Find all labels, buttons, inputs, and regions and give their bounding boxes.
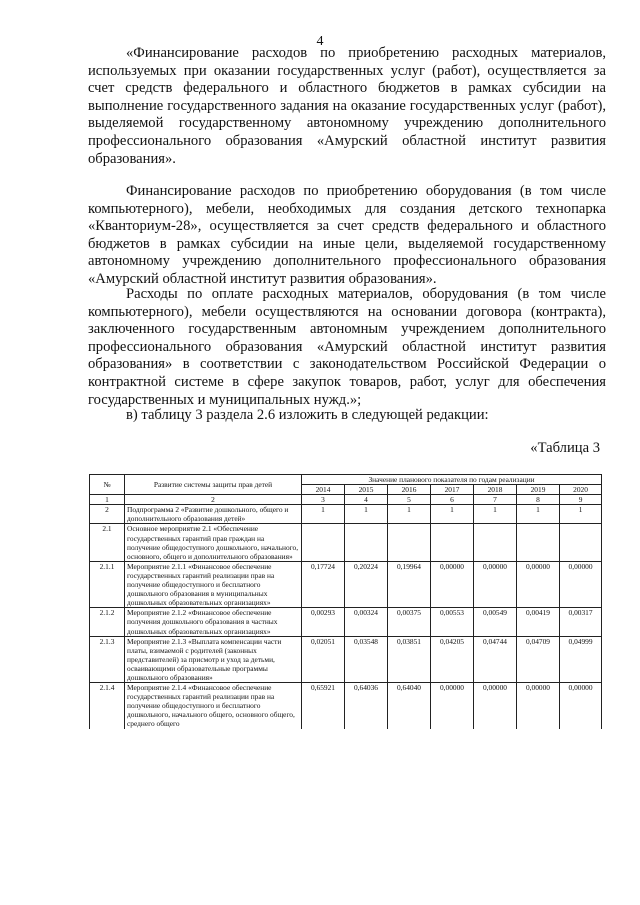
row-value: 0,04999: [560, 636, 602, 682]
row-value: 1: [388, 505, 431, 524]
table-row: [90, 524, 602, 561]
row-description: Основное мероприятие 2.1 «Обеспечение государственных гарантий прав граждан на получение общедоступного дошкольного, начального, основного, общего и дополнительного образования»: [125, 524, 302, 561]
row-value: [517, 524, 560, 561]
column-number: 6: [431, 495, 474, 505]
column-number: 9: [560, 495, 602, 505]
column-number: 7: [474, 495, 517, 505]
row-value: 0,00317: [560, 608, 602, 636]
row-value: [345, 524, 388, 561]
row-value: 0,00293: [302, 608, 345, 636]
header-year: 2014: [302, 485, 345, 495]
row-value: 1: [474, 505, 517, 524]
row-value: 0,19964: [388, 561, 431, 607]
table-row: [90, 505, 602, 524]
column-number: 4: [345, 495, 388, 505]
row-value: [560, 524, 602, 561]
column-number: 1: [90, 495, 125, 505]
header-year: 2015: [345, 485, 388, 495]
row-value: 0,65921: [302, 683, 345, 729]
row-value: 0,20224: [345, 561, 388, 607]
column-number: 5: [388, 495, 431, 505]
row-value: 0,00000: [474, 561, 517, 607]
row-value: 1: [431, 505, 474, 524]
row-value: 0,04205: [431, 636, 474, 682]
row-value: 0,17724: [302, 561, 345, 607]
row-value: 0,00324: [345, 608, 388, 636]
row-value: 0,64040: [388, 683, 431, 729]
header-year: 2016: [388, 485, 431, 495]
row-value: 0,00549: [474, 608, 517, 636]
row-description: Мероприятие 2.1.4 «Финансовое обеспечение государственных гарантий реализации прав на получение общедоступного и бесплатного дошкольного, начального общего, основного общего, среднего общего: [125, 683, 302, 729]
table-column-numbers-row: [90, 495, 602, 505]
page-number: 4: [316, 34, 324, 49]
row-description: Мероприятие 2.1.1 «Финансовое обеспечение государственных гарантий реализации прав на получение общедоступного и бесплатного дошкольного образования в муниципальных дошкольных образовательных организациях»: [125, 561, 302, 607]
row-value: 0,00000: [431, 683, 474, 729]
paragraph-3: Расходы по оплате расходных материалов, оборудования (в том числе компьютерного), мебели осуществляются на основании договора (контракта), заключенного государственным автономным учреждением дополнительного профессионального образования «Амурский областной институт развития образования» в соответствии с законодательством Российской Федерации о контрактной системе в сфере закупок товаров, работ, услуг для обеспечения государственных и муниципальных нужд.»;: [88, 286, 606, 408]
row-value: 0,00000: [517, 561, 560, 607]
column-number: 3: [302, 495, 345, 505]
row-value: 0,00000: [517, 683, 560, 729]
table-row: [90, 636, 602, 682]
header-name: Развитие системы защиты прав детей: [125, 475, 302, 495]
table-header-row: [90, 475, 602, 485]
paragraph-4: в) таблицу 3 раздела 2.6 изложить в следующей редакции:: [126, 407, 489, 423]
row-value: [474, 524, 517, 561]
row-value: 1: [345, 505, 388, 524]
row-value: [431, 524, 474, 561]
row-value: [302, 524, 345, 561]
row-description: Мероприятие 2.1.3 «Выплата компенсации части платы, взимаемой с родителей (законных представителей) за присмотр и уход за детьми, осваивающими образовательные программы дошкольного образования»: [125, 636, 302, 682]
row-number: 2.1.1: [90, 561, 125, 607]
row-value: 1: [517, 505, 560, 524]
header-years-group: Значение планового показателя по годам реализации: [302, 475, 602, 485]
row-value: 0,03548: [345, 636, 388, 682]
row-value: 0,03851: [388, 636, 431, 682]
header-year: 2019: [517, 485, 560, 495]
row-number: 2: [90, 505, 125, 524]
row-value: 0,00553: [431, 608, 474, 636]
column-number: 2: [125, 495, 302, 505]
row-value: 0,00000: [474, 683, 517, 729]
row-number: 2.1.4: [90, 683, 125, 729]
paragraph-1: «Финансирование расходов по приобретению расходных материалов, используемых при оказании государственных услуг (работ), осуществляется за счет средств федерального и областного бюджетов в рамках субсидии на выполнение государственного задания на оказание государственных услуг (работ), выделяемой государственному автономному учреждению дополнительного профессионального образования «Амурский областной институт развития образования».: [88, 45, 606, 167]
table-caption: «Таблица 3: [530, 440, 600, 456]
row-value: 0,00375: [388, 608, 431, 636]
row-number: 2.1.3: [90, 636, 125, 682]
column-number: 8: [517, 495, 560, 505]
header-year: 2018: [474, 485, 517, 495]
indicator-table: [89, 474, 602, 729]
row-number: 2.1: [90, 524, 125, 561]
row-value: 0,04744: [474, 636, 517, 682]
table-row: [90, 561, 602, 607]
header-num: №: [90, 475, 125, 495]
row-description: Подпрограмма 2 «Развитие дошкольного, общего и дополнительного образования детей»: [125, 505, 302, 524]
paragraph-2: Финансирование расходов по приобретению оборудования (в том числе компьютерного), мебели, необходимых для создания детского технопарка «Кванториум-28», осуществляется за счет средств федерального и областного бюджетов в рамках субсидии на иные цели, выделяемой государственному автономному учреждению дополнительного профессионального образования «Амурский областной институт развития образования».: [88, 183, 606, 287]
row-value: 0,00000: [431, 561, 474, 607]
table-row: [90, 683, 602, 729]
row-description: Мероприятие 2.1.2 «Финансовое обеспечение получения дошкольного образования в частных дошкольных образовательных организациях»: [125, 608, 302, 636]
row-value: 1: [302, 505, 345, 524]
row-value: 0,64036: [345, 683, 388, 729]
row-value: 0,02051: [302, 636, 345, 682]
row-value: 1: [560, 505, 602, 524]
header-year: 2017: [431, 485, 474, 495]
row-value: 0,04709: [517, 636, 560, 682]
row-value: 0,00000: [560, 683, 602, 729]
row-number: 2.1.2: [90, 608, 125, 636]
row-value: 0,00419: [517, 608, 560, 636]
row-value: 0,00000: [560, 561, 602, 607]
row-value: [388, 524, 431, 561]
table-row: [90, 608, 602, 636]
header-year: 2020: [560, 485, 602, 495]
